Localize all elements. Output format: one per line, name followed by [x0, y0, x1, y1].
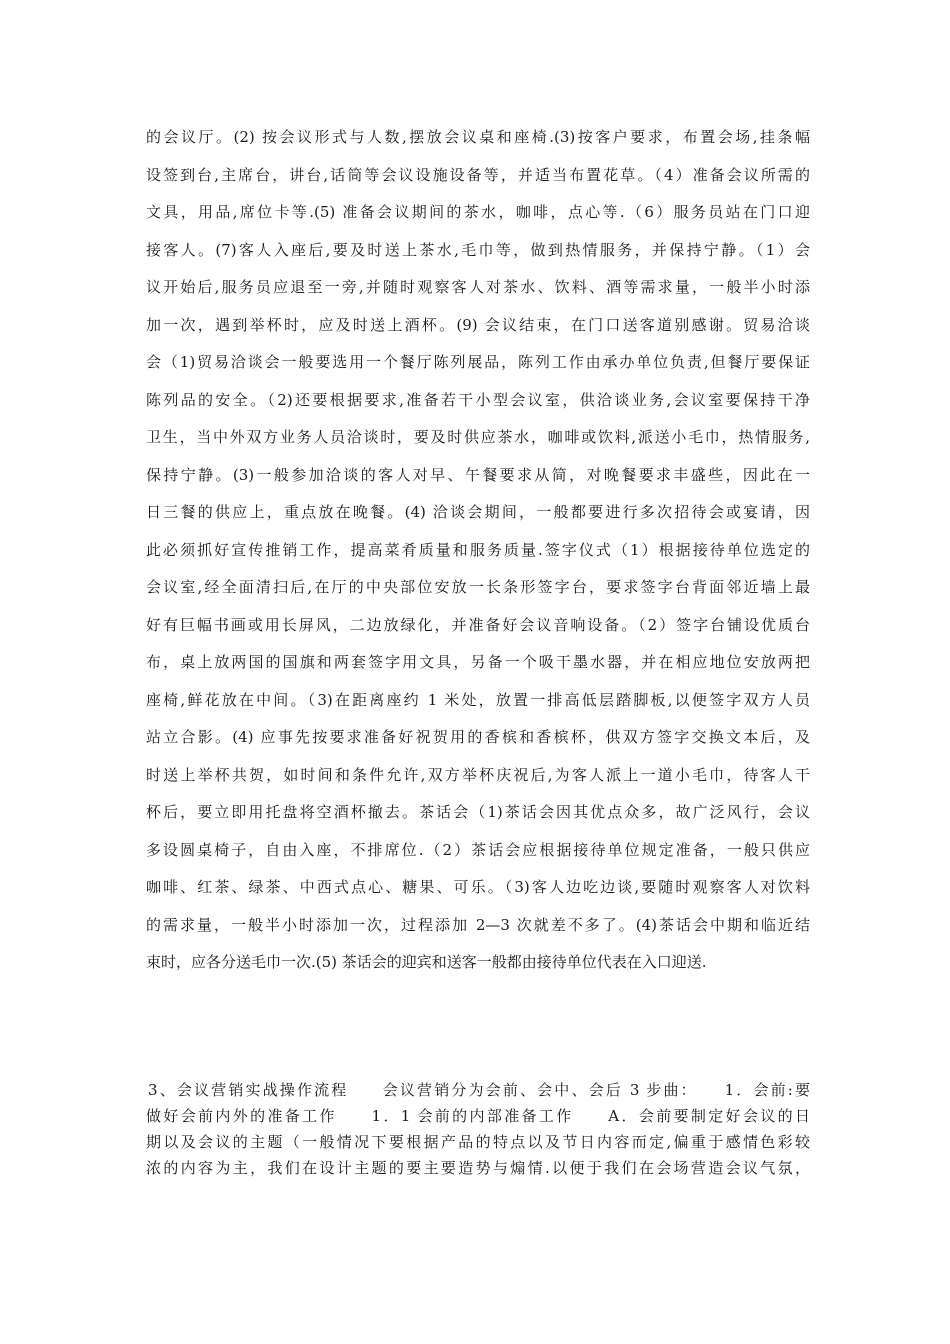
text-line: 文具，用品,席位卡等.(5) 准备会议期间的茶水，咖啡，点心等.（6）服务员站在门口迎 [146, 203, 810, 221]
text-line: 3、会议营销实战操作流程 会议营销分为会前、会中、会后 3 步曲： 1．会前:要 [148, 1081, 810, 1099]
text-line: 卫生，当中外双方业务人员洽谈时，要及时供应茶水，咖啡或饮料,派送小毛巾，热情服务, [146, 428, 810, 446]
text-line: 布，桌上放两国的国旗和两套签字用文具，另备一个吸干墨水器，并在相应地位安放两把 [146, 653, 810, 671]
text-line: 做好会前内外的准备工作 1．1 会前的内部准备工作 A．会前要制定好会议的日 [146, 1107, 810, 1125]
text-line: 束时，应各分送毛巾一次.(5) 茶话会的迎宾和送客一般都由接待单位代表在入口迎送. [146, 953, 707, 971]
text-line: 议开始后,服务员应退至一旁,并随时观察客人对茶水、饮料、酒等需求量，一般半小时添 [146, 278, 810, 296]
section-paragraph [146, 1077, 810, 1181]
text-line: 日三餐的供应上，重点放在晚餐。(4) 洽谈会期间，一般都要进行多次招待会或宴请，因 [146, 503, 810, 521]
text-line: 杯后，要立即用托盘将空酒杯撤去。茶话会（1)茶话会因其优点众多，故广泛风行，会议 [146, 803, 810, 821]
text-line: 时送上举杯共贺，如时间和条件允许,双方举杯庆祝后,为客人派上一道小毛巾，待客人干 [146, 765, 810, 784]
text-line: 咖啡、红茶、绿茶、中西式点心、糖果、可乐。（3)客人边吃边谈,要随时观察客人对饮料 [146, 878, 810, 896]
text-line: 座椅,鲜花放在中间。（3)在距离座约 1 米处，放置一排高低层踏脚板,以便签字双方人员 [146, 690, 810, 709]
text-line: 陈列品的安全。（2)还要根据要求,准备若干小型会议室，供洽谈业务,会议室要保持干净 [146, 390, 810, 409]
text-line: 会（1)贸易洽谈会一般要选用一个餐厅陈列展品，陈列工作由承办单位负责,但餐厅要保证 [146, 353, 810, 371]
text-line: 会议室,经全面清扫后,在厅的中央部位安放一长条形签字台，要求签字台背面邻近墙上最 [146, 578, 810, 596]
text-line: 保持宁静。(3)一般参加洽谈的客人对早、午餐要求从简，对晚餐要求丰盛些，因此在一 [146, 465, 810, 484]
body-paragraph [146, 122, 810, 985]
text-line: 设签到台,主席台，讲台,话筒等会议设施设备等，并适当布置花草。（4）准备会议所需的 [146, 165, 810, 184]
text-line: 的会议厅。(2) 按会议形式与人数,摆放会议桌和座椅.(3)按客户要求，布置会场,挂条幅 [146, 128, 810, 146]
text-line: 站立合影。(4) 应事先按要求准备好祝贺用的香槟和香槟杯，供双方签字交换文本后，及 [146, 728, 810, 746]
text-line: 浓的内容为主，我们在设计主题的要主要造势与煽情.以便于我们在会场营造会议气氛， [146, 1159, 810, 1177]
text-line: 期以及会议的主题（一般情况下要根据产品的特点以及节日内容而定,偏重于感情色彩较 [146, 1133, 810, 1151]
text-line: 加一次，遇到举杯时，应及时送上酒杯。(9) 会议结束，在门口送客道别感谢。贸易洽谈 [146, 315, 810, 334]
text-line: 好有巨幅书画或用长屏风，二边放绿化，并准备好会议音响设备。（2）签字台铺设优质台 [146, 615, 810, 634]
text-line: 的需求量，一般半小时添加一次，过程添加 2—3 次就差不多了。(4)茶话会中期和临近结 [146, 915, 810, 934]
text-line: 接客人。(7)客人入座后,要及时送上茶水,毛巾等，做到热情服务，并保持宁静。（1）会 [146, 240, 810, 259]
text-line: 多设圆桌椅子，自由入座，不排席位.（2）茶话会应根据接待单位规定准备，一般只供应 [146, 840, 810, 859]
text-line: 此必须抓好宣传推销工作，提高菜肴质量和服务质量.签字仪式（1）根据接待单位选定的 [146, 540, 810, 559]
